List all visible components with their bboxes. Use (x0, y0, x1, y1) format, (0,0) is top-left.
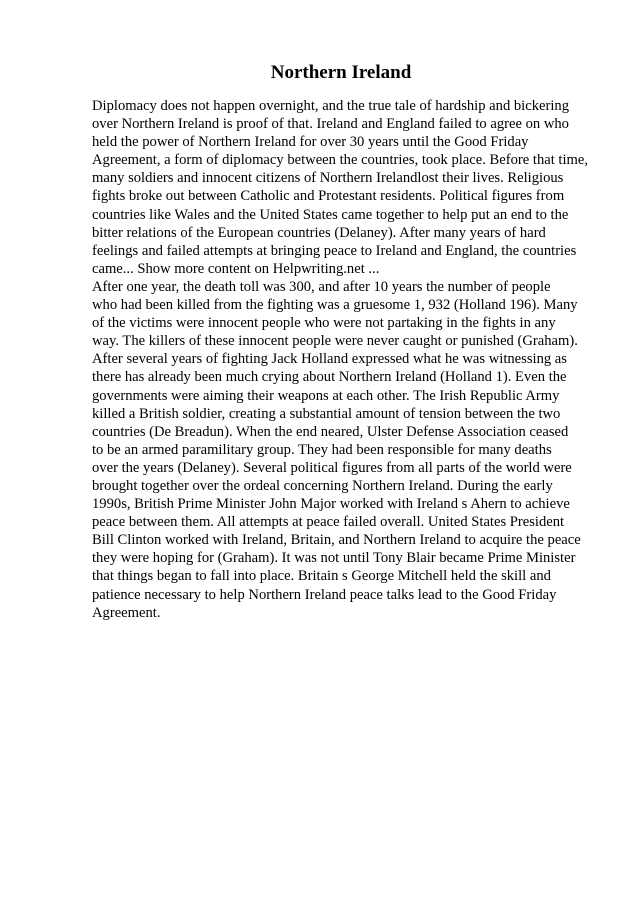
document-title: Northern Ireland (270, 62, 412, 83)
body-text-line: who had been killed from the fighting was a gruesome 1, 932 (Holland 196). Many (92, 297, 578, 314)
body-text-line: there has already been much crying about Northern Ireland (Holland 1). Even the (92, 369, 567, 386)
body-text-line: countries (De Breadun). When the end neared, Ulster Defense Association ceased (92, 423, 569, 440)
body-text-line: to be an armed paramilitary group. They had been responsible for many deaths (92, 441, 552, 458)
body-text-line: feelings and failed attempts at bringing peace to Ireland and England, the countries (92, 242, 577, 259)
body-text-line: fights broke out between Catholic and Protestant residents. Political figures from (92, 188, 565, 205)
body-text-line: over the years (Delaney). Several political figures from all parts of the world were (92, 459, 572, 476)
body-text-line: of the victims were innocent people who were not partaking in the fights in any (92, 315, 556, 332)
body-text-line: that things began to fall into place. Britain s George Mitchell held the skill and (92, 568, 551, 585)
body-text-line: killed a British soldier, creating a substantial amount of tension between the two (92, 405, 561, 422)
body-text-line: brought together over the ordeal concerning Northern Ireland. During the early (92, 477, 553, 494)
body-text-line: held the power of Northern Ireland for over 30 years until the Good Friday (92, 134, 529, 151)
document-body (92, 97, 602, 622)
body-text-line: Agreement, a form of diplomacy between the countries, took place. Before that time, (92, 152, 589, 169)
body-text-line: Diplomacy does not happen overnight, and the true tale of hardship and bickering (92, 98, 569, 114)
body-text-line: patience necessary to help Northern Ireland peace talks lead to the Good Friday (92, 586, 557, 603)
body-text-line: governments were aiming their weapons at each other. The Irish Republic Army (92, 387, 560, 404)
body-text-line: way. The killers of these innocent people were never caught or punished (Graham). (92, 333, 578, 350)
body-text-line: countries like Wales and the United States came together to help put an end to the (92, 206, 569, 223)
body-text-line: they were hoping for (Graham). It was not until Tony Blair became Prime Minister (92, 550, 576, 567)
body-text-line: many soldiers and innocent citizens of Northern Irelandlost their lives. Religious (92, 170, 564, 187)
body-text-line: peace between them. All attempts at peace failed overall. United States President (92, 514, 565, 531)
body-text-line: Bill Clinton worked with Ireland, Britain, and Northern Ireland to acquire the peace (92, 532, 581, 549)
body-text-line: 1990s, British Prime Minister John Major worked with Ireland s Ahern to achieve (92, 496, 570, 513)
body-text-line: After one year, the death toll was 300, and after 10 years the number of people (92, 278, 551, 295)
body-text-line: came... Show more content on Helpwriting.net ... (92, 260, 380, 277)
body-text-line: Agreement. (92, 604, 161, 621)
body-text-line: After several years of fighting Jack Holland expressed what he was witnessing as (92, 351, 567, 368)
body-text-line: bitter relations of the European countries (Delaney). After many years of hard (92, 224, 546, 241)
body-text-line: over Northern Ireland is proof of that. Ireland and England failed to agree on who (92, 116, 569, 133)
